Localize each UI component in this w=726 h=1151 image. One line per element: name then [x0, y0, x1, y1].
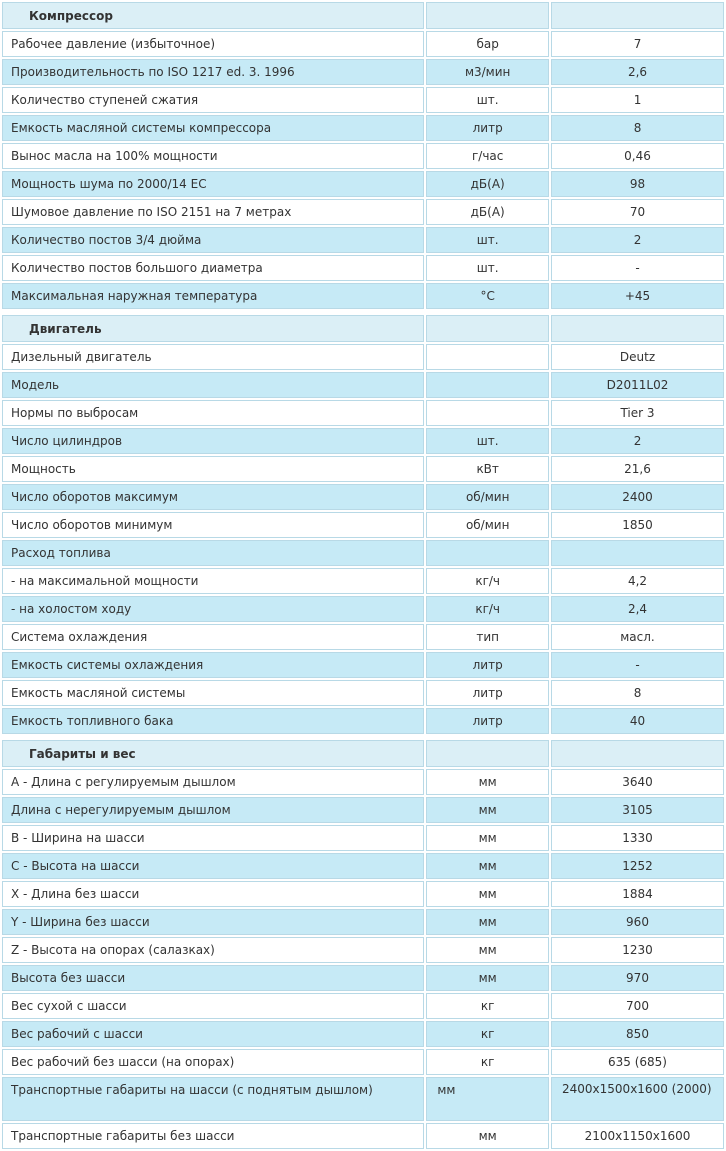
table-row — [2, 283, 724, 309]
param-name: Y - Ширина без шасси — [2, 909, 424, 935]
param-value: 2,6 — [551, 59, 724, 85]
param-name: Длина с нерегулируемым дышлом — [2, 797, 424, 823]
param-value: 2 — [551, 227, 724, 253]
param-name: Производительность по ISO 1217 ed. 3. 1996 — [2, 59, 424, 85]
param-name: Транспортные габариты без шасси — [2, 1123, 424, 1149]
table-row — [2, 1021, 724, 1047]
spec-table-body — [2, 2, 724, 1149]
param-value: 8 — [551, 115, 724, 141]
param-value: 3640 — [551, 769, 724, 795]
param-name: Емкость топливного бака — [2, 708, 424, 734]
param-value: 4,2 — [551, 568, 724, 594]
param-value: 700 — [551, 993, 724, 1019]
param-value: 2100x1150x1600 — [551, 1123, 724, 1149]
param-name: B - Ширина на шасси — [2, 825, 424, 851]
param-name: Дизельный двигатель — [2, 344, 424, 370]
param-name: Количество постов 3/4 дюйма — [2, 227, 424, 253]
param-value: 21,6 — [551, 456, 724, 482]
section-header-unit-cell — [426, 740, 549, 767]
param-unit: литр — [426, 708, 549, 734]
param-value: Tier 3 — [551, 400, 724, 426]
param-name: Вынос масла на 100% мощности — [2, 143, 424, 169]
param-unit: мм — [426, 881, 549, 907]
table-row — [2, 993, 724, 1019]
param-value: Deutz — [551, 344, 724, 370]
param-value: +45 — [551, 283, 724, 309]
param-name: Вес рабочий без шасси (на опорах) — [2, 1049, 424, 1075]
param-value: 2 — [551, 428, 724, 454]
param-unit: литр — [426, 652, 549, 678]
param-unit: об/мин — [426, 512, 549, 538]
section-header-engine — [2, 315, 724, 342]
section-header-compressor — [2, 2, 724, 29]
param-name: Число оборотов максимум — [2, 484, 424, 510]
param-value: 70 — [551, 199, 724, 225]
param-name: Модель — [2, 372, 424, 398]
param-value: масл. — [551, 624, 724, 650]
param-value: 1330 — [551, 825, 724, 851]
table-row — [2, 853, 724, 879]
table-row — [2, 540, 724, 566]
param-unit — [426, 400, 549, 426]
param-value: - — [551, 652, 724, 678]
param-unit: литр — [426, 680, 549, 706]
param-name: Нормы по выбросам — [2, 400, 424, 426]
table-row — [2, 115, 724, 141]
section-title: Компрессор — [2, 2, 424, 29]
table-row — [2, 937, 724, 963]
param-unit: тип — [426, 624, 549, 650]
section-header-unit-cell — [426, 2, 549, 29]
section-title: Габариты и вес — [2, 740, 424, 767]
param-value: 2400 — [551, 484, 724, 510]
param-unit: г/час — [426, 143, 549, 169]
param-name: - на холостом ходу — [2, 596, 424, 622]
section-title: Двигатель — [2, 315, 424, 342]
param-value: 8 — [551, 680, 724, 706]
param-unit: мм — [426, 825, 549, 851]
param-unit — [426, 344, 549, 370]
param-name: - на максимальной мощности — [2, 568, 424, 594]
param-value: 1230 — [551, 937, 724, 963]
table-row — [2, 568, 724, 594]
table-row — [2, 484, 724, 510]
table-row — [2, 624, 724, 650]
param-name: Вес сухой с шасси — [2, 993, 424, 1019]
param-value: 1850 — [551, 512, 724, 538]
gap-cell — [2, 736, 724, 738]
param-unit: мм — [426, 965, 549, 991]
param-name: Высота без шасси — [2, 965, 424, 991]
table-row — [2, 143, 724, 169]
param-name: Количество ступеней сжатия — [2, 87, 424, 113]
param-name: Емкость масляной системы компрессора — [2, 115, 424, 141]
table-row — [2, 59, 724, 85]
param-unit: шт. — [426, 87, 549, 113]
param-name: Система охлаждения — [2, 624, 424, 650]
table-row — [2, 428, 724, 454]
param-name: A - Длина с регулируемым дышлом — [2, 769, 424, 795]
param-name: Количество постов большого диаметра — [2, 255, 424, 281]
param-unit: кг — [426, 993, 549, 1019]
table-row — [2, 227, 724, 253]
param-name: Мощность шума по 2000/14 EC — [2, 171, 424, 197]
section-gap — [2, 736, 724, 738]
table-row — [2, 909, 724, 935]
param-value: 2400x1500x1600 (2000) — [551, 1077, 724, 1121]
param-name: Число цилиндров — [2, 428, 424, 454]
table-row — [2, 680, 724, 706]
param-name: Мощность — [2, 456, 424, 482]
table-row — [2, 31, 724, 57]
table-row — [2, 255, 724, 281]
param-unit: кг — [426, 1049, 549, 1075]
param-name: X - Длина без шасси — [2, 881, 424, 907]
param-unit: мм — [426, 1077, 549, 1121]
param-value: 970 — [551, 965, 724, 991]
param-unit: бар — [426, 31, 549, 57]
table-row — [2, 881, 724, 907]
param-value: 98 — [551, 171, 724, 197]
param-value: 2,4 — [551, 596, 724, 622]
param-unit: кг — [426, 1021, 549, 1047]
param-name: C - Высота на шасси — [2, 853, 424, 879]
table-row — [2, 171, 724, 197]
table-row — [2, 344, 724, 370]
table-row — [2, 1077, 724, 1121]
param-name: Расход топлива — [2, 540, 424, 566]
table-row — [2, 652, 724, 678]
section-header-unit-cell — [426, 315, 549, 342]
table-row — [2, 87, 724, 113]
table-row — [2, 708, 724, 734]
param-unit: дБ(A) — [426, 199, 549, 225]
table-row — [2, 1049, 724, 1075]
section-gap — [2, 311, 724, 313]
param-unit: м3/мин — [426, 59, 549, 85]
section-header-value-cell — [551, 740, 724, 767]
section-header-value-cell — [551, 315, 724, 342]
table-row — [2, 769, 724, 795]
param-unit: дБ(A) — [426, 171, 549, 197]
param-unit: мм — [426, 937, 549, 963]
param-name: Емкость системы охлаждения — [2, 652, 424, 678]
table-row — [2, 456, 724, 482]
param-value: 7 — [551, 31, 724, 57]
param-unit: шт. — [426, 428, 549, 454]
param-unit: кг/ч — [426, 568, 549, 594]
table-row — [2, 372, 724, 398]
param-unit — [426, 372, 549, 398]
table-row — [2, 199, 724, 225]
param-value: 40 — [551, 708, 724, 734]
param-unit: об/мин — [426, 484, 549, 510]
param-value: 0,46 — [551, 143, 724, 169]
param-name: Емкость масляной системы — [2, 680, 424, 706]
param-name: Максимальная наружная температура — [2, 283, 424, 309]
param-unit — [426, 540, 549, 566]
param-name: Вес рабочий с шасси — [2, 1021, 424, 1047]
param-unit: шт. — [426, 255, 549, 281]
table-row — [2, 596, 724, 622]
param-unit: °C — [426, 283, 549, 309]
gap-cell — [2, 311, 724, 313]
table-row — [2, 400, 724, 426]
table-row — [2, 965, 724, 991]
param-unit: литр — [426, 115, 549, 141]
table-row — [2, 825, 724, 851]
param-value: 960 — [551, 909, 724, 935]
param-unit: кг/ч — [426, 596, 549, 622]
param-value: - — [551, 255, 724, 281]
param-value: 1884 — [551, 881, 724, 907]
param-name: Шумовое давление по ISO 2151 на 7 метрах — [2, 199, 424, 225]
section-header-dimensions — [2, 740, 724, 767]
param-unit: мм — [426, 797, 549, 823]
param-value: 635 (685) — [551, 1049, 724, 1075]
param-unit: шт. — [426, 227, 549, 253]
param-unit: мм — [426, 1123, 549, 1149]
table-row — [2, 797, 724, 823]
param-value: 1 — [551, 87, 724, 113]
param-value: 1252 — [551, 853, 724, 879]
param-name: Число оборотов минимум — [2, 512, 424, 538]
param-name: Z - Высота на опорах (салазках) — [2, 937, 424, 963]
param-name: Рабочее давление (избыточное) — [2, 31, 424, 57]
param-unit: кВт — [426, 456, 549, 482]
param-unit: мм — [426, 909, 549, 935]
section-header-value-cell — [551, 2, 724, 29]
table-row — [2, 1123, 724, 1149]
param-unit: мм — [426, 853, 549, 879]
table-row — [2, 512, 724, 538]
param-unit: мм — [426, 769, 549, 795]
param-value — [551, 540, 724, 566]
param-value: D2011L02 — [551, 372, 724, 398]
param-value: 3105 — [551, 797, 724, 823]
param-name: Транспортные габариты на шасси (с поднятым дышлом) — [2, 1077, 424, 1121]
param-value: 850 — [551, 1021, 724, 1047]
